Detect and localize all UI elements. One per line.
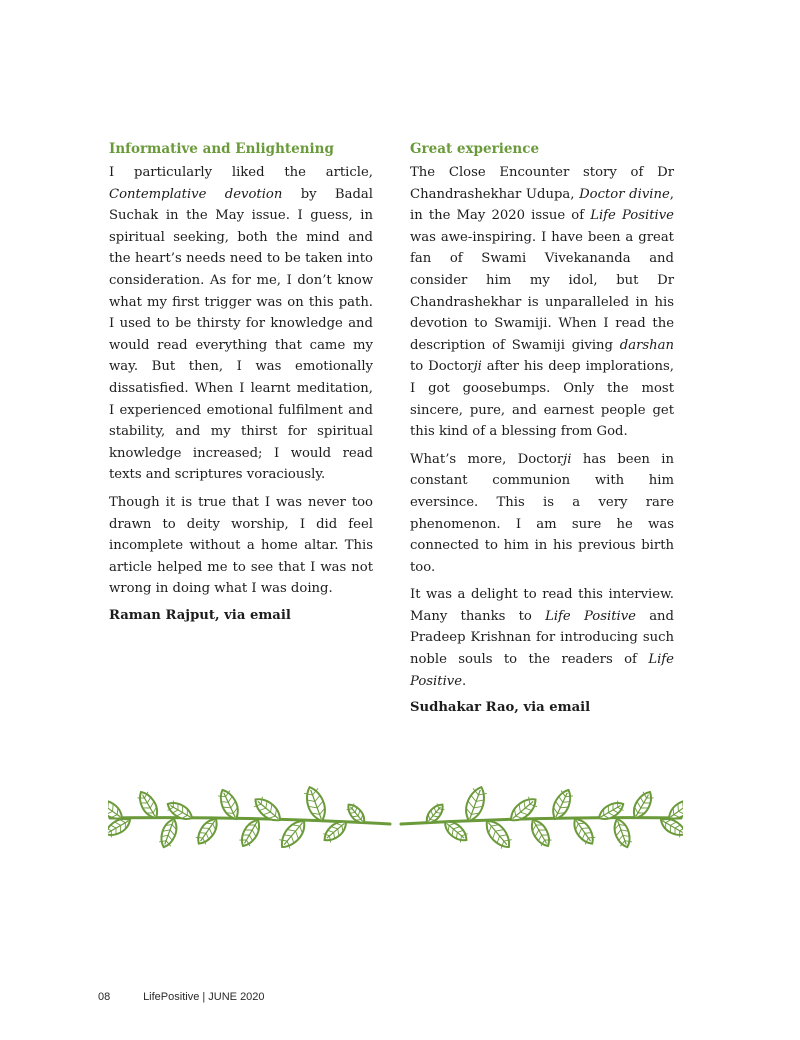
leafy-vine-divider-icon — [108, 768, 683, 864]
page-number: 08 — [98, 991, 111, 1003]
letter-signature: Raman Rajput, via email — [109, 607, 291, 623]
letter-paragraph: I particularly liked the article, Contemplative devotion by Badal Suchak in the May issue. I guess, in spiritual seeking, both the mind and the heart’s needs need to be taken into consideration. As for me, I don’t know what my first trigger was on this path. I used to be thirsty for knowledge and would read everything that came my way. But then, I was emotionally dissatisfied. When I learnt meditation, I experienced emotional fulfilment and stability, and my thirst for spiritual knowledge increased; I would read texts and scriptures voraciously. — [109, 165, 374, 483]
letter-right — [410, 140, 674, 718]
letter-paragraph: What’s more, Doctorji has been in constant communion with him eversince. This is a very rare phenomenon. I am sure he was connected to him in his previous birth too. — [410, 451, 674, 575]
publication-line: LifePositive | JUNE 2020 — [143, 991, 265, 1003]
letter-paragraph: The Close Encounter story of Dr Chandrashekhar Udupa, Doctor divine, in the May 2020 issue of Life Positive was awe-inspiring. I have been a great fan of Swami Vivekananda and consider him my idol, but Dr Chandrashekhar is unparalleled in his devotion to Swamiji. When I read the description of Swamiji giving darshan to Doctorji after his deep implorations, I got goosebumps. Only the most sincere, pure, and earnest people get this kind of a blessing from God. — [410, 165, 674, 440]
letter-heading: Great experience — [410, 141, 540, 157]
page-footer — [98, 991, 265, 1003]
letter-body — [109, 162, 373, 600]
letter-signature: Sudhakar Rao, via email — [410, 700, 591, 716]
letter-heading: Informative and Enlightening — [109, 141, 334, 157]
letter-left — [109, 140, 373, 626]
letter-paragraph: It was a delight to read this interview. Many thanks to Life Positive and Pradeep Krishnan for introducing such noble souls to the readers of Life Positive. — [410, 587, 674, 689]
letter-paragraph: Though it is true that I was never too drawn to deity worship, I did feel incomplete without a home altar. This article helped me to see that I was not wrong in doing what I was doing. — [109, 494, 373, 597]
letter-body — [410, 162, 674, 692]
